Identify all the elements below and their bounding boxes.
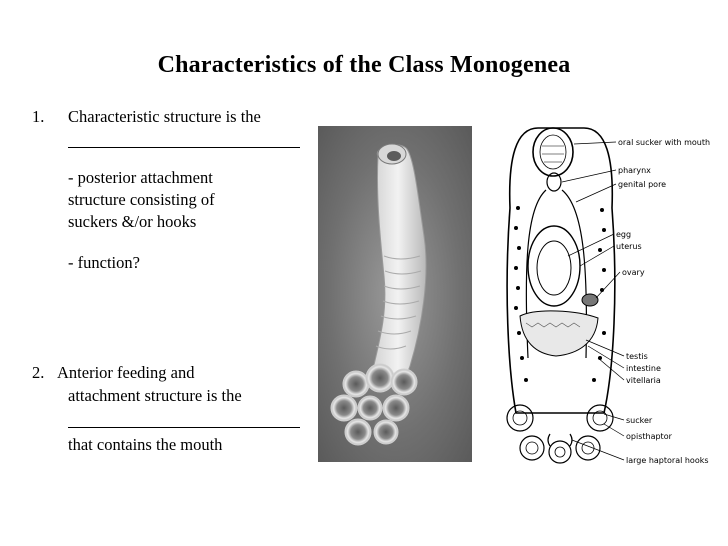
slide-title: Characteristics of the Class Monogenea xyxy=(157,52,571,78)
label-intestine: intestine xyxy=(626,364,661,373)
label-uterus: uterus xyxy=(616,242,642,251)
monogenean-micrograph xyxy=(318,126,472,462)
item2-answer-blank xyxy=(68,427,300,428)
label-vitellaria: vitellaria xyxy=(626,376,661,385)
item2-line1: Anterior feeding and xyxy=(57,363,195,382)
item1-detail-b: - function? xyxy=(68,253,140,272)
label-pharynx: pharynx xyxy=(618,166,651,175)
item1-answer-blank xyxy=(68,147,300,148)
item1-detail-a-line2: structure consisting of xyxy=(68,190,215,209)
monogenean-anatomy-diagram xyxy=(486,118,726,468)
label-oral-sucker: oral sucker with mouth xyxy=(618,138,711,147)
item1-detail-a-line3: suckers &/or hooks xyxy=(68,212,197,231)
item1-number: 1. xyxy=(32,107,45,126)
label-opisthaptor: opisthaptor xyxy=(626,432,672,441)
label-sucker: sucker xyxy=(626,416,653,425)
label-large-hooks: large haptoral hooks xyxy=(626,456,709,465)
label-egg: egg xyxy=(616,230,632,239)
item2-line2: attachment structure is the xyxy=(68,386,242,405)
label-testis: testis xyxy=(626,352,648,361)
item1-line1: Characteristic structure is the xyxy=(68,107,261,126)
item1-detail-a-line1: - posterior attachment xyxy=(68,168,213,187)
item2-line3: that contains the mouth xyxy=(68,435,223,454)
label-genital-pore: genital pore xyxy=(618,180,667,189)
label-ovary: ovary xyxy=(622,268,645,277)
item2-number: 2. xyxy=(32,363,45,382)
